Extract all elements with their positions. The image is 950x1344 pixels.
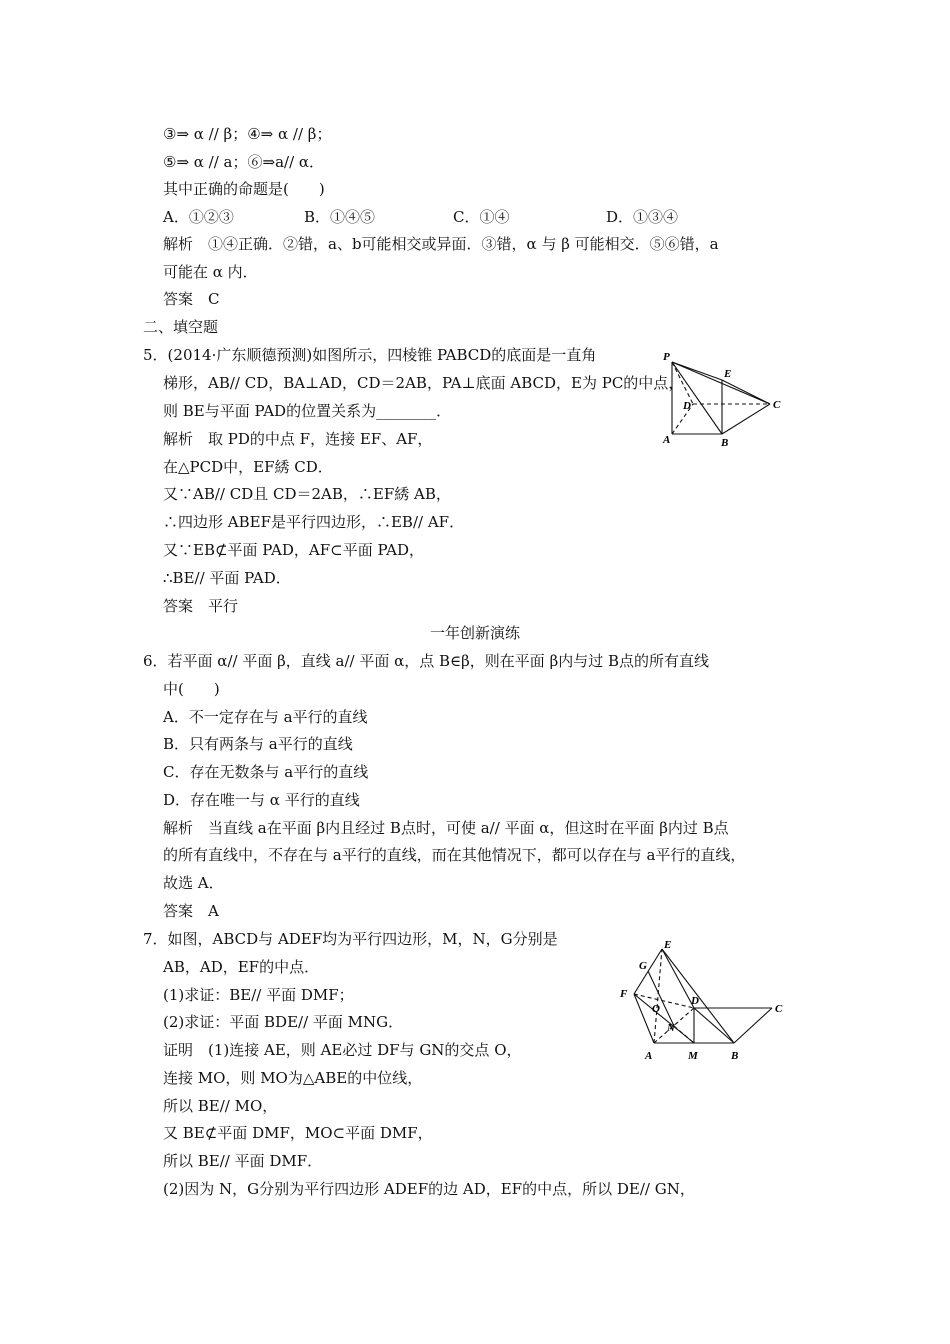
label-p: P	[663, 351, 670, 363]
label-d: D	[683, 400, 691, 412]
q7-proof-1: 证明 (1)连接 AE，则 AE必过 DF与 GN的交点 O，	[163, 1041, 522, 1059]
q6-analysis-1: 解析 当直线 a在平面 β内且经过 B点时，可使 a// 平面 α，但这时在平面 β内过 B点	[163, 819, 729, 837]
label-o: O	[652, 1003, 660, 1015]
q5-line-2: 梯形，AB// CD，BA⊥AD，CD＝2AB，PA⊥底面 ABCD，E为 PC的中点，	[163, 374, 684, 392]
q7-line-1: 7．如图，ABCD与 ADEF均为平行四边形，M，N，G分别是	[143, 930, 558, 948]
label-e: E	[724, 368, 732, 380]
label-d2: D	[691, 995, 699, 1007]
q5-analysis-4: ∴四边形 ABEF是平行四边形，∴EB// AF．	[163, 513, 465, 531]
parallelogram-figure	[612, 935, 792, 1065]
q7-line-2: AB，AD，EF的中点．	[163, 958, 320, 976]
q7-proof-5: 所以 BE// 平面 DMF．	[163, 1152, 323, 1170]
q6-answer: 答案 A	[163, 902, 219, 920]
label-c: C	[773, 399, 781, 411]
q6-option-d: D．存在唯一与 α 平行的直线	[163, 791, 360, 809]
q5-answer: 答案 平行	[163, 597, 239, 615]
label-a2: A	[645, 1050, 653, 1062]
q6-option-a: A．不一定存在与 a平行的直线	[163, 708, 368, 726]
label-n: N	[667, 1022, 675, 1034]
section-title: 一年创新演练	[429, 624, 520, 642]
pyramid-figure	[650, 340, 800, 455]
q4-option-d: D．①③④	[606, 208, 679, 226]
label-c2: C	[775, 1003, 783, 1015]
q6-option-c: C．存在无数条与 a平行的直线	[163, 763, 369, 781]
q7-line-4: (2)求证：平面 BDE// 平面 MNG．	[163, 1013, 404, 1031]
q6-line-2: 中( )	[163, 680, 220, 698]
q7-line-3: (1)求证：BE// 平面 DMF；	[163, 986, 354, 1004]
q5-line-3: 则 BE与平面 PAD的位置关系为________．	[163, 402, 452, 420]
q6-analysis-3: 故选 A．	[163, 874, 224, 892]
q7-proof-2: 连接 MO，则 MO为△ABE的中位线，	[163, 1069, 423, 1087]
q7-proof-4: 又 BE⊄平面 DMF，MO⊂平面 DMF，	[163, 1124, 433, 1142]
q4-analysis-2: 可能在 α 内．	[163, 263, 258, 281]
q5-analysis-1: 解析 取 PD的中点 F，连接 EF、AF，	[163, 430, 433, 448]
label-m: M	[688, 1050, 698, 1062]
section-heading: 二、填空题	[143, 318, 219, 336]
label-a: A	[663, 434, 671, 446]
q5-analysis-2: 在△PCD中，EF綉 CD．	[163, 458, 333, 476]
label-g: G	[639, 960, 647, 972]
q5-analysis-3: 又∵AB// CD且 CD＝2AB，∴EF綉 AB，	[163, 485, 451, 503]
line-3: 其中正确的命题是( )	[163, 180, 325, 198]
q4-option-b: B．①④⑤	[304, 208, 376, 226]
q5-line-1: 5．(2014·广东顺德预测)如图所示，四棱锥 PABCD的底面是一直角	[143, 346, 597, 364]
line-1: ③⇒ α // β；④⇒ α // β；	[163, 125, 332, 143]
q4-option-a: A．①②③	[163, 208, 234, 226]
q4-answer: 答案 C	[163, 290, 220, 308]
line-2: ⑤⇒ α // a；⑥⇒a// α．	[163, 153, 325, 171]
q4-option-c: C．①④	[453, 208, 510, 226]
q5-analysis-5: 又∵EB⊄平面 PAD，AF⊂平面 PAD，	[163, 541, 425, 559]
label-b2: B	[731, 1050, 739, 1062]
label-f: F	[620, 988, 628, 1000]
q7-proof-6: (2)因为 N，G分别为平行四边形 ADEF的边 AD，EF的中点，所以 DE// GN，	[163, 1180, 695, 1198]
q6-option-b: B．只有两条与 a平行的直线	[163, 735, 353, 753]
label-b: B	[721, 437, 729, 449]
q7-proof-3: 所以 BE// MO，	[163, 1097, 278, 1115]
q6-line-1: 6．若平面 α// 平面 β，直线 a// 平面 α，点 B∈β，则在平面 β内与过 B点的所有直线	[143, 652, 710, 670]
label-e2: E	[664, 939, 672, 951]
q6-analysis-2: 的所有直线中，不存在与 a平行的直线，而在其他情况下，都可以存在与 a平行的直线，	[163, 846, 746, 864]
q5-analysis-6: ∴BE// 平面 PAD．	[163, 569, 291, 587]
q4-analysis-1: 解析 ①④正确．②错，a、b可能相交或异面．③错，α 与 β 可能相交．⑤⑥错，a	[163, 235, 719, 253]
